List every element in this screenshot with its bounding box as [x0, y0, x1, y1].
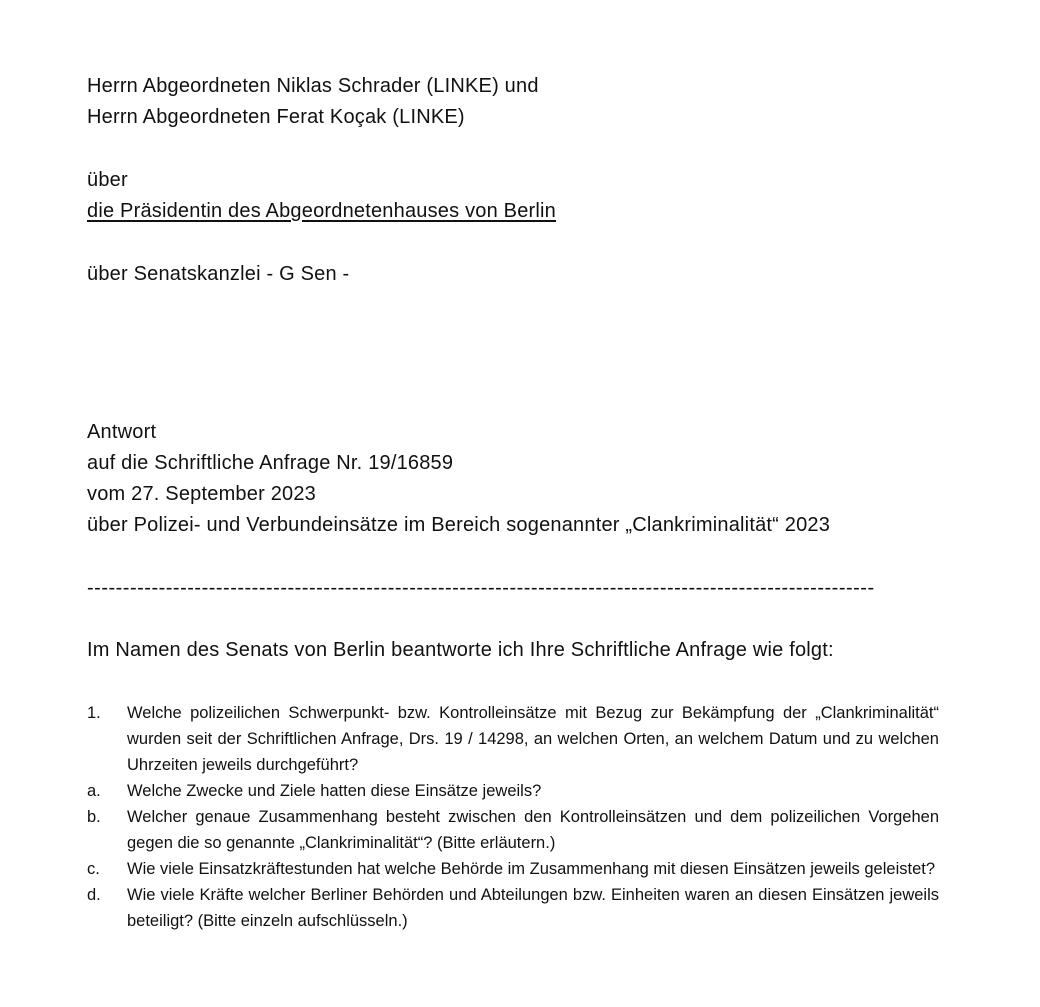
- question-item: [87, 700, 939, 778]
- question-text: Wie viele Kräfte welcher Berliner Behörden und Abteilungen bzw. Einheiten waren an diesen Einsätzen jeweils beteiligt? (Bitte einzeln aufschlüsseln.): [127, 886, 939, 930]
- question-item: [87, 856, 939, 882]
- question-marker: c.: [87, 860, 100, 878]
- question-text: Welche Zwecke und Ziele hatten diese Einsätze jeweils?: [127, 782, 542, 800]
- separator-line: --------------------------------------------------------------------------------------------------------------: [87, 577, 875, 599]
- recipient-line-2: Herrn Abgeordneten Ferat Koçak (LINKE): [87, 106, 465, 128]
- question-text: Welche polizeilichen Schwerpunkt- bzw. Kontrolleinsätze mit Bezug zur Bekämpfung der „Clankriminalität“ wurden seit der Schriftlichen Anfrage, Drs. 19 / 14298, an welchen Orten, an welchem Datum und zu welchen Uhrzeiten jeweils durchgeführt?: [127, 704, 939, 774]
- question-item: [87, 804, 939, 856]
- question-item: [87, 882, 939, 934]
- answer-heading: Antwort: [87, 421, 157, 443]
- answer-date: vom 27. September 2023: [87, 483, 316, 505]
- question-text: Welcher genaue Zusammenhang besteht zwischen den Kontrolleinsätzen und dem polizeilichen Vorgehen gegen die so genannte „Clankriminalität“? (Bitte erläutern.): [127, 808, 939, 852]
- question-marker: d.: [87, 886, 101, 904]
- question-marker: a.: [87, 782, 101, 800]
- question-marker: b.: [87, 808, 101, 826]
- answer-subject: über Polizei- und Verbundeinsätze im Bereich sogenannter „Clankriminalität“ 2023: [87, 514, 831, 536]
- question-list: [87, 700, 939, 934]
- answer-inquiry-number: auf die Schriftliche Anfrage Nr. 19/16859: [87, 452, 454, 474]
- via-president: die Präsidentin des Abgeordnetenhauses von Berlin: [87, 200, 557, 222]
- question-marker: 1.: [87, 704, 101, 722]
- via-chancellery: über Senatskanzlei - G Sen -: [87, 263, 350, 285]
- question-item: [87, 778, 939, 804]
- recipient-line-1: Herrn Abgeordneten Niklas Schrader (LINKE) und: [87, 75, 539, 97]
- question-text: Wie viele Einsatzkräftestunden hat welche Behörde im Zusammenhang mit diesen Einsätzen jeweils geleistet?: [127, 860, 936, 878]
- intro-sentence: Im Namen des Senats von Berlin beantworte ich Ihre Schriftliche Anfrage wie folgt:: [87, 639, 834, 661]
- via-label: über: [87, 169, 128, 191]
